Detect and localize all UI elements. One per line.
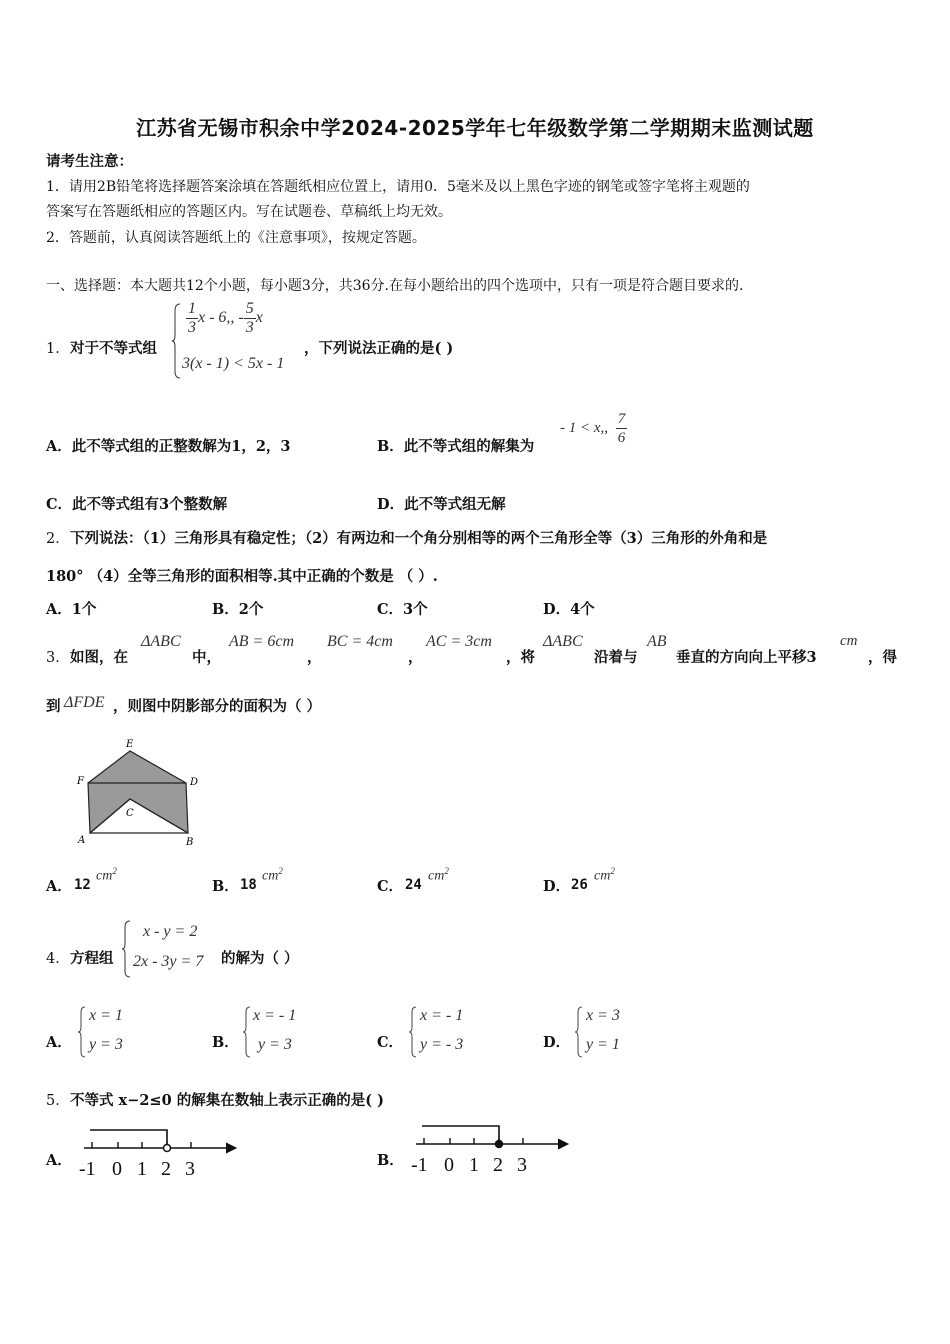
q5-option-a-number-line[interactable] [78,1124,238,1184]
q2-line-1: 下列说法：（1）三角形具有稳定性；（2）有两边和一个角分别相等的两个三角形全等（3）三角形的外角和是 [70,530,768,547]
tick-label: -1 [411,1154,428,1176]
q3-option-c-value[interactable]: 24 [405,877,422,893]
page-title: 江苏省无锡市积余中学2024-2025学年七年级数学第二学期期末监测试题 [136,116,814,140]
q3-option-d-label[interactable]: D． [543,878,571,895]
q1-option-b-math: - 1 < x,, $\frac{7}{6}$ [560,411,626,446]
q3-option-c-label[interactable]: C． [377,878,404,895]
figure-label-b: B [186,837,194,848]
q2-option-d[interactable]: D．4个 [543,601,595,618]
tick-label: 2 [161,1158,171,1180]
q3-math-cm: cm [840,633,858,649]
q5-question: 不等式 x−2≤0 的解集在数轴上表示正确的是( ) [70,1092,384,1109]
q4-option-a-brace [78,1006,86,1058]
q3-math-ab: AB = 6cm [229,633,294,650]
q4-equation-1: x - y = 2 [143,923,198,940]
q4-system-brace [122,920,132,978]
q2-option-b[interactable]: B．2个 [212,601,264,618]
q3-math-triangle-abc-2: ΔABC [543,633,583,650]
tick-label: -1 [79,1158,96,1180]
q3-text-1: 如图，在 [70,649,128,666]
q4-option-d-y: y = 1 [586,1036,620,1053]
notice-line-1: 1．请用2B铅笔将选择题答案涂填在答题纸相应位置上，请用0．5毫米及以上黑色字迹的钢笔或签字笔将主观题的 [46,179,750,195]
q3-text-2: 中， [192,649,221,666]
q3-option-d-value[interactable]: 26 [571,877,588,893]
figure-label-a: A [78,835,86,846]
q4-option-c-label[interactable]: C． [377,1034,404,1051]
q3-text-4: ， [408,649,423,666]
q3-figure [74,735,206,850]
q3-option-b-value[interactable]: 18 [240,877,257,893]
q4-equation-2: 2x - 3y = 7 [133,953,204,970]
q5-option-a-label[interactable]: A． [46,1152,72,1169]
figure-label-d: D [190,777,199,788]
q2-number: 2． [46,531,70,547]
tick-label: 2 [493,1154,503,1176]
q1-option-b[interactable]: B．此不等式组的解集为 [377,438,535,455]
q3-math-ac: AC = 3cm [426,633,492,650]
q1-inequality-1: $\frac{1}{3}$ x - 6,, - $\frac{5}{3}$ x [188,300,263,336]
q3-text-8: ，得 [868,649,897,666]
q1-number: 1． [46,341,70,357]
q5-number: 5． [46,1093,70,1109]
q3-option-c-unit: $cm^2$ [428,866,449,884]
q2-option-c[interactable]: C．3个 [377,601,428,618]
q4-option-a-x: x = 1 [89,1007,123,1024]
q4-option-d-brace [575,1006,583,1058]
q3-option-b-unit: $cm^2$ [262,866,283,884]
q4-option-c-x: x = - 1 [420,1007,464,1024]
q3-math-triangle-abc: ΔABC [141,633,181,650]
q4-option-b-label[interactable]: B． [212,1034,239,1051]
q3-option-b-label[interactable]: B． [212,878,239,895]
q1-option-a[interactable]: A．此不等式组的正整数解为1，2，3 [46,438,291,455]
q3-text-5: ，将 [506,649,535,666]
q4-option-d-label[interactable]: D． [543,1034,571,1051]
q3-option-a-unit: $cm^2$ [96,866,117,884]
q4-prefix: 方程组 [70,950,114,967]
q3-text-7: 垂直的方向向上平移3 [676,649,817,666]
tick-label: 3 [185,1158,195,1180]
q1-option-d[interactable]: D．此不等式组无解 [377,496,506,513]
tick-label: 0 [112,1158,122,1180]
q2-line-2: 180° （4）全等三角形的面积相等.其中正确的个数是 （ ）. [46,568,438,585]
q4-option-b-brace [243,1006,251,1058]
q1-option-c[interactable]: C．此不等式组有3个整数解 [46,496,228,513]
q3-option-a-label[interactable]: A． [46,878,72,895]
q3-number: 3． [46,650,70,666]
q3-text-3: ， [307,649,322,666]
q1-inequality-2: 3(x - 1) < 5x - 1 [182,355,285,372]
tick-label: 1 [137,1158,147,1180]
q3-math-ab-2: AB [647,633,667,650]
tick-label: 1 [469,1154,479,1176]
tick-label: 0 [444,1154,454,1176]
q2-option-a[interactable]: A．1个 [46,601,97,618]
figure-label-c: C [126,808,134,819]
tick-label: 3 [517,1154,527,1176]
q3-math-bc: BC = 4cm [327,633,393,650]
figure-label-e: E [126,739,134,750]
q3-math-triangle-fde: ΔFDE [64,694,105,711]
q3-text-6: 沿着与 [594,649,638,666]
q4-option-b-x: x = - 1 [253,1007,297,1024]
notice-heading: 请考生注意： [46,153,133,170]
q1-prefix: 对于不等式组 [70,340,157,357]
q3-line2-text-2: ，则图中阴影部分的面积为（ ） [113,698,322,715]
q4-number: 4． [46,951,70,967]
q3-option-d-unit: $cm^2$ [594,866,615,884]
q3-line2-text-1: 到 [46,698,61,715]
q5-option-b-label[interactable]: B． [377,1152,404,1169]
figure-label-f: F [77,776,84,787]
q4-option-c-y: y = - 3 [420,1036,464,1053]
q4-option-a-y: y = 3 [89,1036,123,1053]
q3-option-a-value[interactable]: 12 [74,877,91,893]
q4-option-c-brace [409,1006,417,1058]
q4-question: 的解为（ ） [221,950,299,967]
section-heading: 一、选择题：本大题共12个小题，每小题3分，共36分.在每小题给出的四个选项中，只有一项是符合题目要求的. [46,278,744,294]
q5-option-b-number-line[interactable] [410,1120,570,1180]
q1-system-brace [172,303,182,379]
q1-question: ，下列说法正确的是( ) [304,340,454,357]
q4-option-b-y: y = 3 [258,1036,292,1053]
q4-option-d-x: x = 3 [586,1007,620,1024]
notice-line-1b: 答案写在答题纸相应的答题区内。写在试题卷、草稿纸上均无效。 [46,204,452,220]
notice-line-2: 2．答题前，认真阅读答题纸上的《注意事项》，按规定答题。 [46,230,426,246]
q4-option-a-label[interactable]: A． [46,1034,72,1051]
